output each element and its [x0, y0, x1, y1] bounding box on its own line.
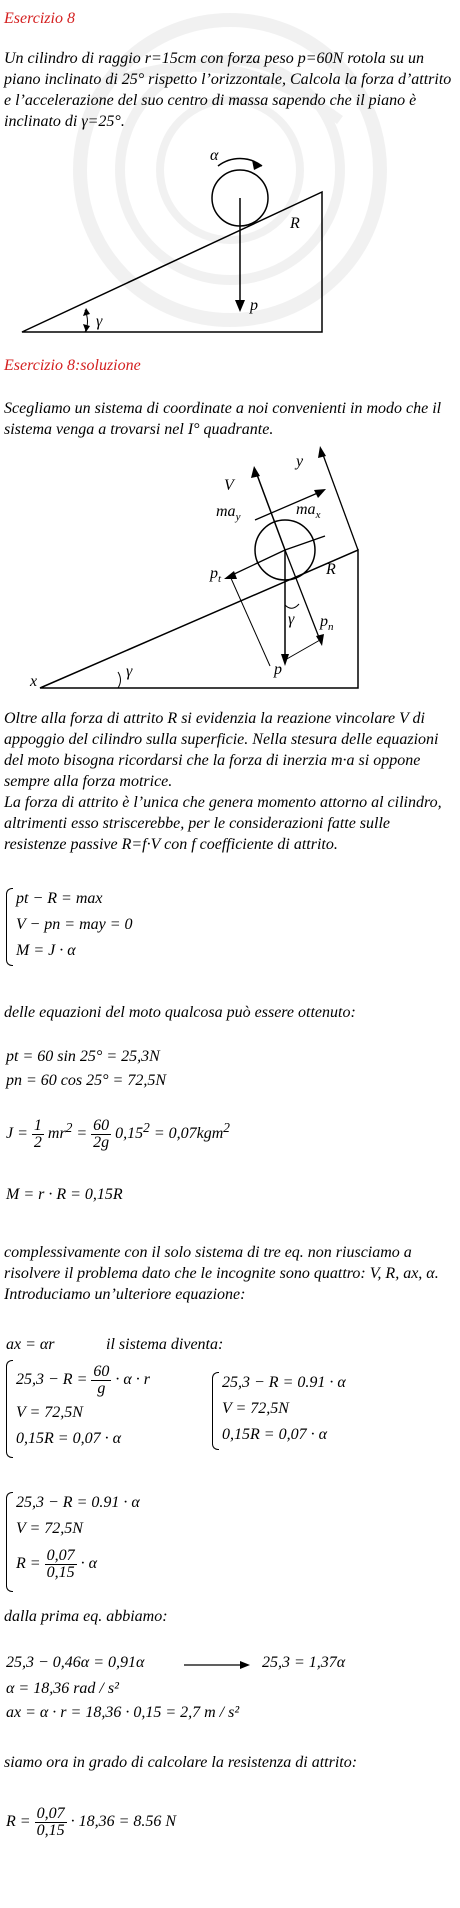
fig2-gamma2: γ: [126, 663, 133, 680]
paragraph-1: Oltre alla forza di attrito R si evidenzia la reazione vincolare V di appoggio del cilindro sulla superficie. Nella stesura delle equazioni del moto bisogna ricordarsi che la forza di inerzia m·a si oppone sempre alla forza motrice.: [4, 710, 439, 790]
fig2-y: y: [296, 453, 304, 470]
fig2-p: p: [274, 661, 282, 678]
fig2-V: V: [224, 477, 234, 494]
fig1-p: p: [250, 297, 258, 314]
fig2-max: ma: [296, 501, 316, 518]
system4-line3: R = $\frac{0,07}{0,15}$ · α: [16, 1547, 97, 1581]
eq-final-2: 25,3 = 1,37α: [262, 1654, 346, 1671]
fig2-pt-sub: t: [218, 573, 222, 585]
eq-ax-value: ax = α · r = 18,36 · 0,15 = 2,7 m / s²: [6, 1704, 240, 1721]
system4-line1: 25,3 − R = 0.91 · α: [16, 1494, 140, 1511]
fig2-gamma: γ: [288, 611, 295, 628]
exercise-title: Esercizio 8: [4, 10, 75, 27]
system2-line2: V = 72,5N: [16, 1404, 83, 1421]
fig2-x: x: [30, 673, 38, 690]
fig1-gamma: γ: [96, 313, 103, 330]
system1-brace: [6, 888, 13, 966]
system3-line2: V = 72,5N: [222, 1400, 289, 1417]
arrow-icon: [182, 1658, 252, 1672]
eq-final-1: 25,3 − 0,46α = 0,91α: [6, 1654, 145, 1671]
fig2-may-sub: y: [235, 511, 241, 523]
system4-brace: [6, 1492, 13, 1592]
fig1-alpha: α: [210, 147, 219, 164]
system3-line1: 25,3 − R = 0.91 · α: [222, 1374, 346, 1391]
svg-text:pn: [319, 613, 334, 633]
eq-alpha: α = 18,36 rad / s²: [6, 1680, 119, 1697]
paragraph-3: delle equazioni del moto qualcosa può essere ottenuto:: [4, 1004, 356, 1021]
fig1-R: R: [290, 215, 300, 232]
paragraph-2: La forza di attrito è l’unica che genera momento attorno al cilindro, altrimenti esso striscerebbe, per le considerazioni fatte sulle resistenze passive R=f·V con f coefficiente di attrito.: [4, 794, 442, 853]
system1-line3: M = J · α: [16, 942, 76, 959]
solution-intro: Scegliamo un sistema di coordinate a noi convenienti in modo che il sistema venga a trovarsi nel I° quadrante.: [4, 400, 442, 438]
fig2-R: R: [326, 561, 336, 578]
eq-pn: pn = 60 cos 25° = 72,5N: [6, 1072, 166, 1089]
figure-inclined-plane: [0, 140, 460, 340]
system3-brace: [212, 1372, 219, 1450]
eq-friction: R = $\frac{0,07}{0,15}$ · 18,36 = 8.56 N: [6, 1805, 177, 1839]
paragraph-5: dalla prima eq. abbiamo:: [4, 1608, 168, 1625]
figure-forces: [0, 440, 460, 700]
svg-text:pt: [209, 565, 222, 585]
svg-text:may: [216, 503, 241, 523]
fig2-pn-sub: n: [328, 621, 334, 633]
system1-line1: pt − R = max: [16, 890, 103, 907]
fig2-may: ma: [216, 503, 236, 520]
system2-line1: 25,3 − R = $\frac{60}{g}$ · α · r: [16, 1363, 150, 1397]
eq-ax: ax = αr: [6, 1336, 55, 1353]
system-label: il sistema diventa:: [106, 1336, 224, 1353]
svg-text:max: [296, 501, 321, 521]
exercise-text: Un cilindro di raggio r=15cm con forza peso p=60N rotola su un piano inclinato di 25° rispetto l’orizzontale, Calcola la forza d’attrito e l’accelerazione del suo centro di massa sapendo che il piano è inclinato di γ=25°.: [4, 50, 452, 130]
eq-inertia: J = $\frac{1}{2}$ $mr^2$ = $\frac{60}{2g}$ 0,15$^2$ = 0,07kgm$^2$: [6, 1117, 230, 1151]
system2-line3: 0,15R = 0,07 · α: [16, 1430, 121, 1447]
eq-pt: pt = 60 sin 25° = 25,3N: [6, 1048, 160, 1065]
system3-line3: 0,15R = 0,07 · α: [222, 1426, 327, 1443]
system2-brace: [6, 1360, 13, 1458]
fig2-max-sub: x: [315, 509, 321, 521]
eq-moment: M = r · R = 0,15R: [6, 1186, 123, 1203]
paragraph-4: complessivamente con il solo sistema di tre eq. non riusciamo a risolvere il problema dato che le incognite sono quattro: V, R, ax, α. Introduciamo un’ulteriore equazione:: [4, 1244, 439, 1303]
system4-line2: V = 72,5N: [16, 1520, 83, 1537]
paragraph-6: siamo ora in grado di calcolare la resistenza di attrito:: [4, 1754, 358, 1771]
solution-title: Esercizio 8:soluzione: [4, 357, 141, 374]
fig2-pt: p: [210, 565, 218, 582]
system1-line2: V − pn = may = 0: [16, 916, 133, 933]
fig2-pn: p: [320, 613, 328, 630]
